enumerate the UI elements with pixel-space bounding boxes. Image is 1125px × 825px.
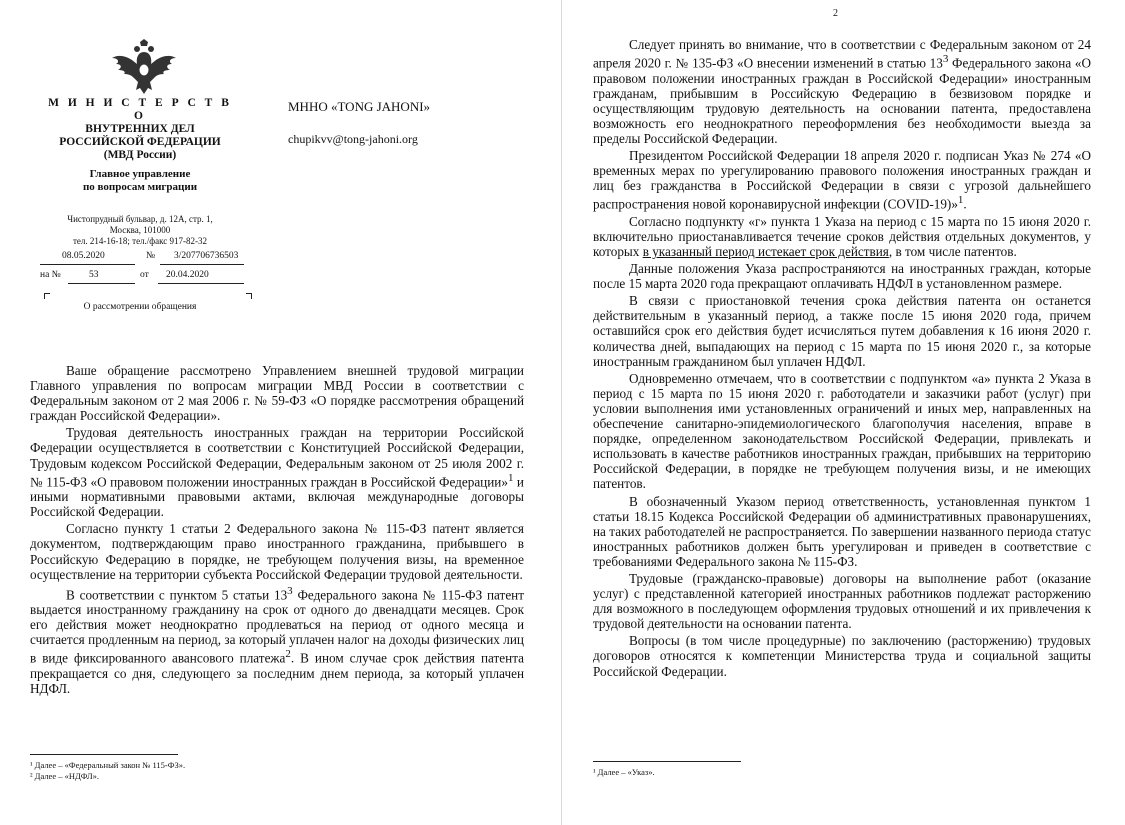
ministry-line: (МВД России) [103, 149, 177, 161]
underlined-phrase: в указанный период истекает срок действия [642, 244, 889, 259]
body-paragraph: Трудовая деятельность иностранных граждан на территории Российской Федерации осуществляется в соответствии с Конституцией Российской Федерации, Трудовым кодексом Российской Федерации, Федеральным законом от 25 июля 2002 г. № 115-ФЗ «О правовом положении иностранных граждан в Российской Федерации»$^1$ и иными нормативными правовыми актами, включая международные договоры Российской Федерации. [30, 425, 524, 520]
letter-subject: О рассмотрении обращения [83, 302, 197, 312]
body-paragraph: Согласно подпункту «г» пункта 1 Указа на период с 15 марта по 15 июня 2020 г. включительно приостанавливается течение сроков действия отдельных документов, у которых в указанный период истекает срок действия, в том числе патентов. [593, 213, 1091, 259]
footnote-separator [30, 754, 178, 755]
body-paragraph: Президентом Российской Федерации 18 апреля 2020 г. подписан Указ № 274 «О временных мерах по урегулированию правового положения иностранных граждан и лиц без гражданства в Российской Федерации в связи с угрозой дальнейшего распространения новой коронавирусной инфекции (COVID-19)»$^1$. [593, 148, 1091, 212]
incoming-number-underline [68, 283, 135, 284]
ministry-line: ВНУТРЕННИХ ДЕЛ [85, 123, 195, 135]
letter-body-page-2 [593, 37, 1091, 681]
outgoing-date: 08.05.2020 [62, 251, 105, 261]
department-name-block [40, 168, 240, 194]
address-line: Москва, 101000 [109, 225, 171, 235]
incoming-number-label: на № [40, 270, 61, 280]
body-paragraph: Трудовые (гражданско-правовые) договоры на выполнение работ (оказание услуг) с представленной категорией иностранных работников подлежат расторжению для возможного в последующем оформления трудовых отношений и их привлечения к трудовой деятельности на основании патента. [593, 570, 1091, 632]
department-line: по вопросам миграции [82, 181, 198, 193]
sender-address-block [40, 214, 240, 247]
body-paragraph: Согласно пункту 1 статьи 2 Федерального закона № 115-ФЗ патент является документом, подтверждающим право иностранного гражданина, прибывшего в Российскую Федерацию в порядке, не требующем получения визы, на временное осуществление на территории субъекта Российской Федерации трудовой деятельности. [30, 521, 524, 582]
footnote-marker: 1 [507, 471, 514, 484]
footnote-marker: 2 [285, 648, 291, 661]
footnote-marker: 1 [957, 194, 964, 207]
incoming-date: 20.04.2020 [166, 270, 209, 280]
double-headed-eagle-emblem-icon [110, 38, 178, 98]
outgoing-number-underline [160, 264, 244, 265]
body-paragraph: Ваше обращение рассмотрено Управлением внешней трудовой миграции Главного управления по вопросам миграции МВД России в соответствии с Федеральным законом от 2 мая 2006 г. № 59-ФЗ «О порядке рассмотрения обращений граждан Российской Федерации». [30, 363, 524, 424]
ministry-line: РОССИЙСКОЙ ФЕДЕРАЦИИ [59, 136, 221, 148]
body-paragraph: В соответствии с пунктом 5 статьи $13^3$ Федерального закона № 115-ФЗ патент выдается иностранному гражданину на срок от одного до двенадцати месяцев. Срок его действия может неоднократно продлеваться на период от одного месяца и считается продленным на период, за который уплачен налог на доходы физических лиц в виде фиксированного авансового платежа$^2$. В ином случае срок действия патента прекращается со дня, следующего за последним днем периода, за который уплачен НДФЛ. [30, 584, 524, 697]
page-number: 2 [833, 8, 838, 19]
footnote-separator [593, 761, 741, 762]
outgoing-number: 3/207706736503 [174, 251, 239, 261]
department-line: Главное управление [89, 168, 191, 180]
letter-body-page-1 [30, 363, 524, 698]
incoming-number: 53 [89, 270, 99, 280]
incoming-from-label: от [140, 270, 149, 280]
incoming-date-underline [158, 283, 244, 284]
body-paragraph: В связи с приостановкой течения срока действия патента он останется действительным в указанный период, а также после 15 июня 2020 года, причем оставшийся срок его действия будет исчисляться путем добавления к 16 июня 2020 г. количества дней, выпадающих на период с 15 марта по 15 июня 2020 г., за которые иностранным гражданином был уплачен НДФЛ. [593, 293, 1091, 369]
recipient-name: МННО «TONG JAHONI» [288, 99, 431, 114]
ministry-name-block [40, 97, 240, 162]
article-superscript: 3 [942, 53, 949, 66]
ministry-line: М И Н И С Т Е Р С Т В О [48, 97, 232, 122]
body-paragraph: Вопросы (в том числе процедурные) по заключению (расторжению) трудовых договоров относятся к компетенции Министерства труда и социальной защиты Российской Федерации. [593, 633, 1091, 679]
address-line: Чистопрудный бульвар, д. 12А, стр. 1, [67, 214, 213, 224]
body-paragraph: Следует принять во внимание, что в соответствии с Федеральным законом от 24 апреля 2020 г. № 135-ФЗ «О внесении изменений в статью $13^3$ Федерального закона «О правовом положении иностранных граждан в Российской Федерации» иностранным гражданам, прибывшим в Российскую Федерацию в безвизовом порядке и осуществляющим трудовую деятельность на основании патента, предоставлена возможность его неоднократного переоформления без необходимости выезда за пределы Российской Федерации. [593, 37, 1091, 146]
body-paragraph: Одновременно отмечаем, что в соответствии с подпунктом «а» пункта 2 Указа в период с 15 марта по 15 июня 2020 г. работодатели и заказчики работ (услуг) при условии выполнения ими установленных ограничений и иных мер, направленных на обеспечение санитарно-эпидемиологического благополучия населения, вправе в порядке, определенном законодательством Российской Федерации, привлекать и использовать в качестве работников иностранных граждан, прибывших на территорию Российской Федерации, в порядке не требующем получения визы, и не имеющих патентов. [593, 370, 1091, 492]
footnote: ² Далее – «НДФЛ». [30, 771, 100, 781]
body-paragraph: Данные положения Указа распространяются на иностранных граждан, которые после 15 марта 2020 года прекращают оплачивать НДФЛ в установленном размере. [593, 261, 1091, 292]
subject-left-corner-icon [44, 293, 50, 299]
body-paragraph: В обозначенный Указом период ответственность, установленная пунктом 1 статьи 18.15 Кодекса Российской Федерации об административных правонарушениях, на таких работодателей не распространяется. По завершении названного периода статус иностранных работников должен быть урегулирован и приведен в соответствие с требованиями Федерального закона № 115-ФЗ. [593, 493, 1091, 569]
address-line: тел. 214-16-18; тел./факс 917-82-32 [72, 236, 208, 246]
letter-page-1 [0, 0, 560, 825]
article-superscript: 3 [287, 584, 293, 597]
outgoing-number-label: № [146, 251, 156, 261]
letter-page-2 [563, 0, 1125, 825]
recipient-email: chupikvv@tong-jahoni.org [288, 132, 418, 146]
footnote: ¹ Далее – «Федеральный закон № 115-ФЗ». [30, 760, 186, 770]
footnote: ¹ Далее – «Указ». [593, 767, 655, 777]
page-divider [561, 0, 562, 825]
footnotes-page-1 [30, 760, 185, 782]
subject-right-corner-icon [246, 293, 252, 299]
outgoing-date-underline [40, 264, 135, 265]
